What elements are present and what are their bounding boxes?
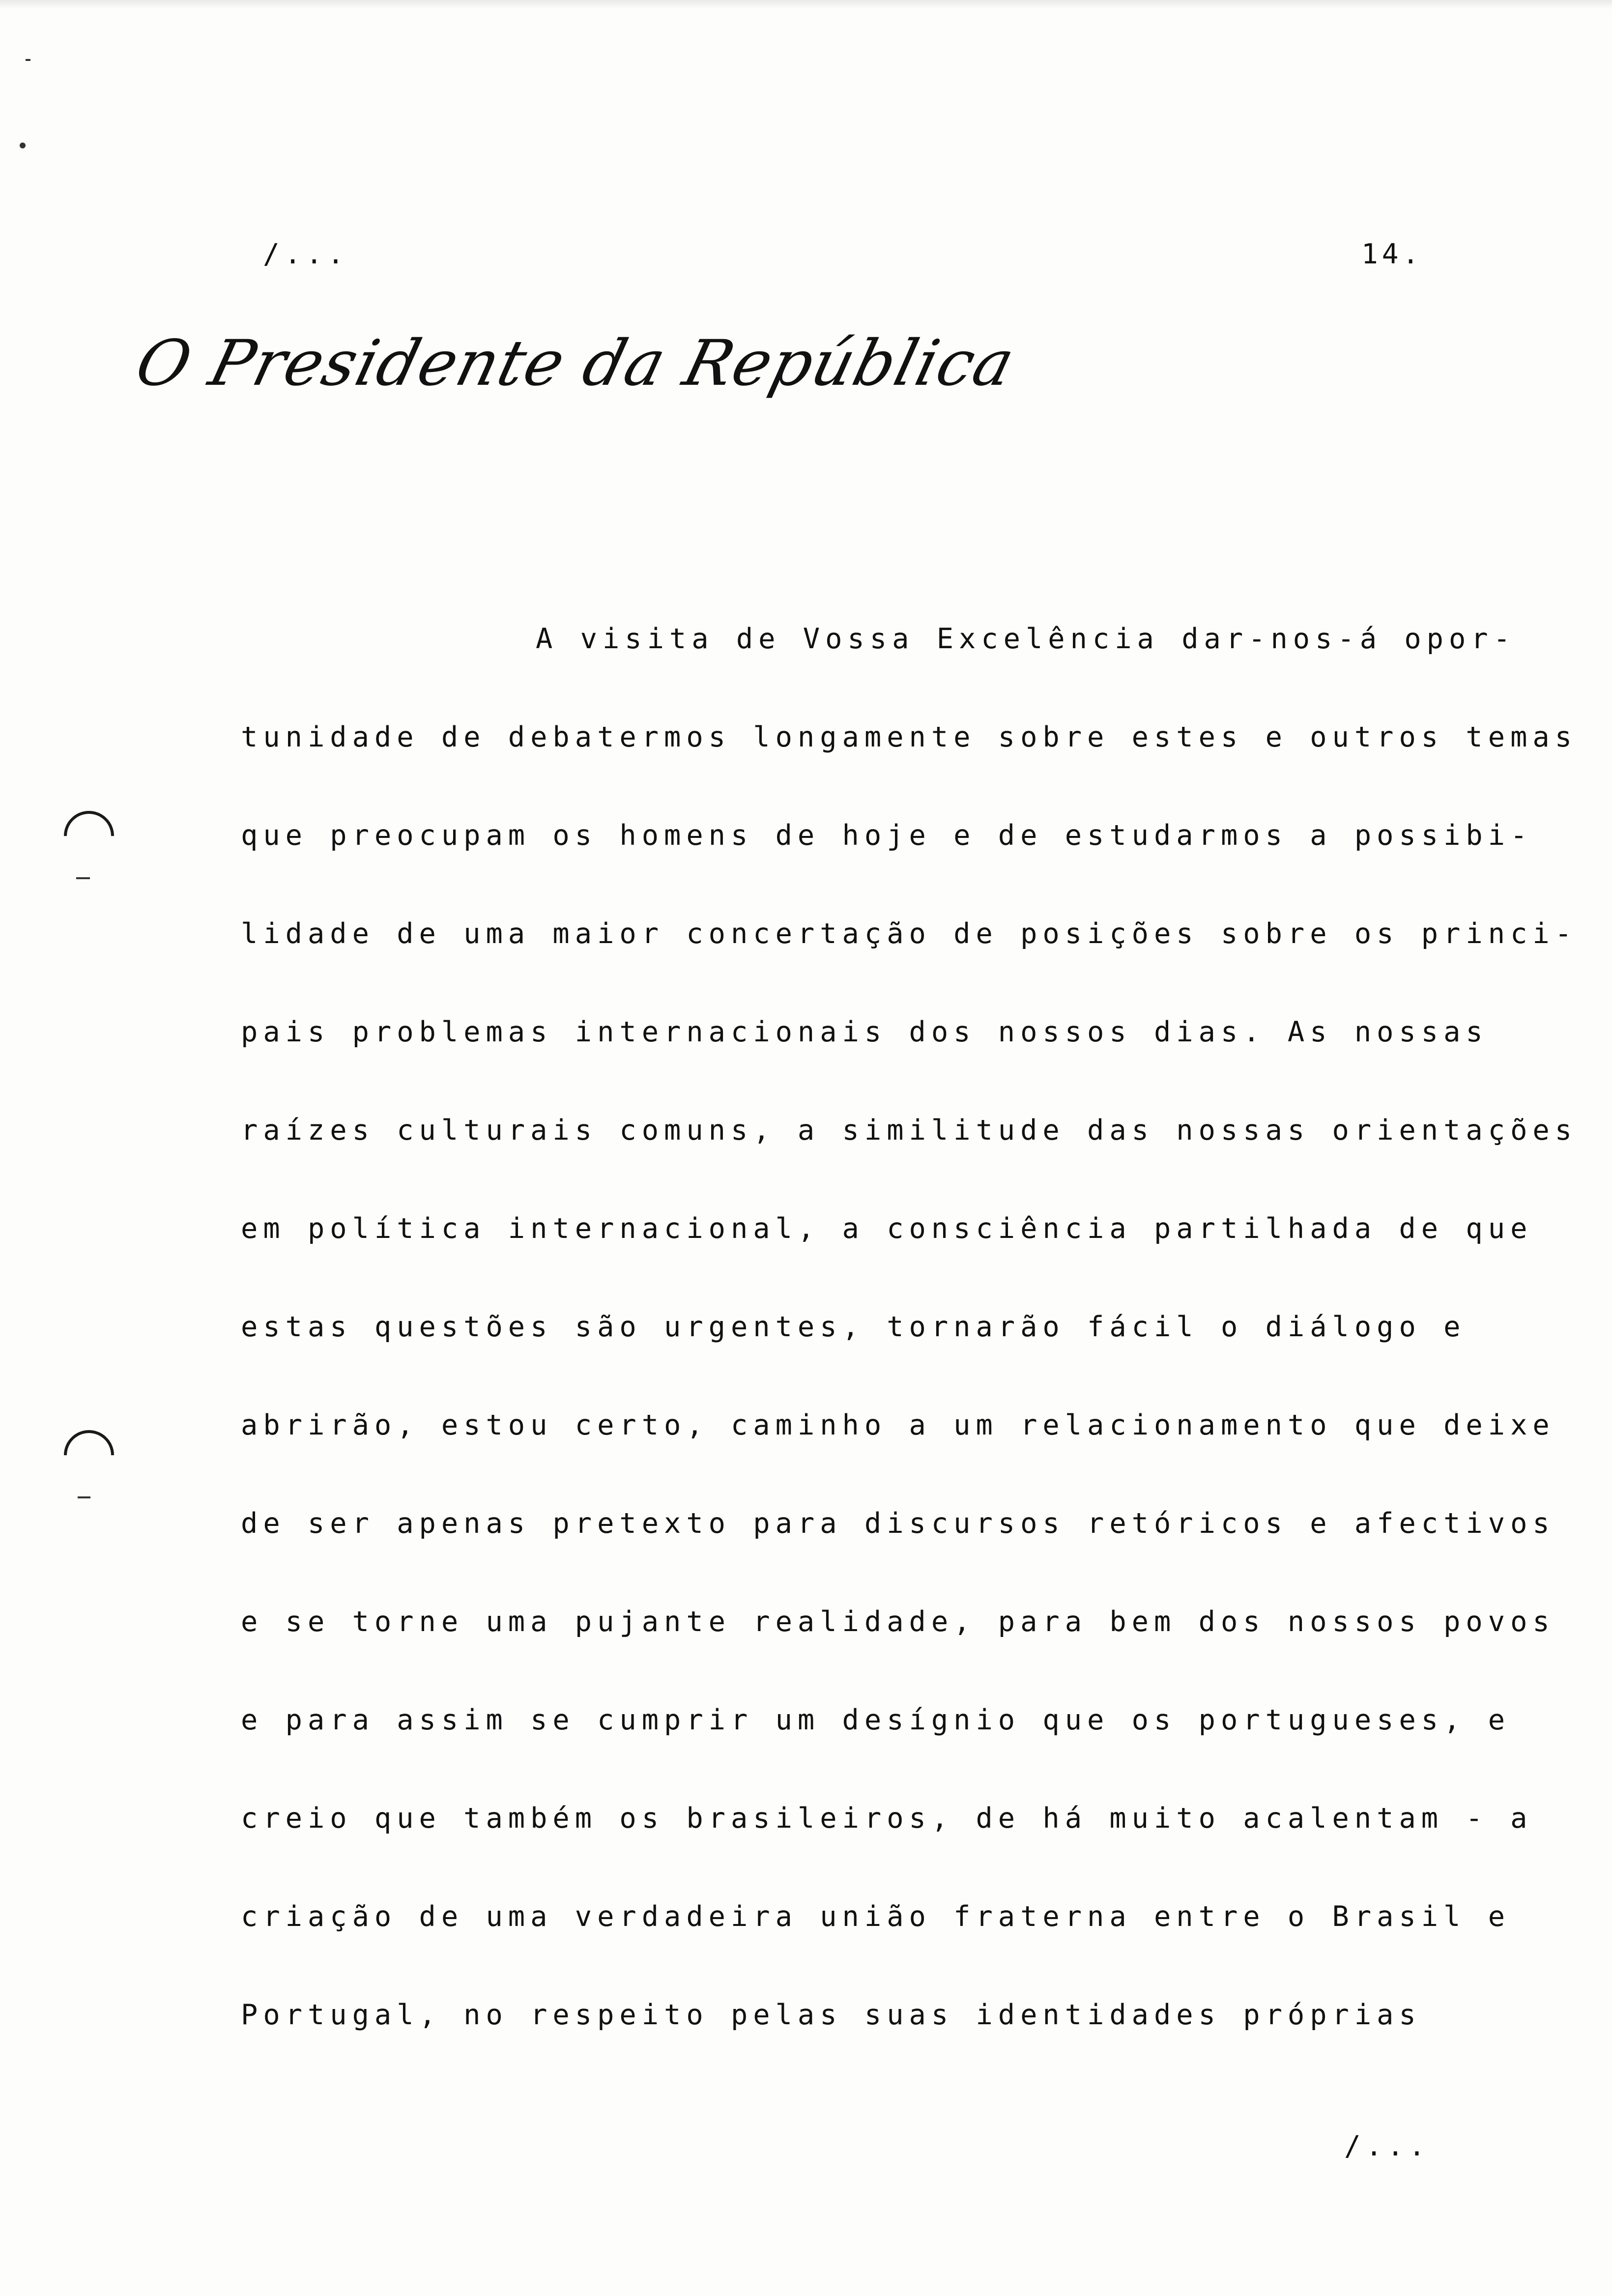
body-line: Portugal, no respeito pelas suas identidades próprias (241, 1999, 1421, 2031)
letter-body (241, 619, 1578, 2094)
body-line: A visita de Vossa Excelência dar-nos-á opor- (536, 623, 1516, 655)
body-line: creio que também os brasileiros, de há muito acalentam - a (241, 1802, 1533, 1835)
body-line: lidade de uma maior concertação de posições sobre os princi- (241, 918, 1578, 950)
letterhead-title: O Presidente da República (129, 327, 1022, 400)
punch-hole-top (54, 801, 124, 871)
punch-hole-bottom (54, 1420, 124, 1491)
scan-top-edge (0, 0, 1612, 9)
body-line: que preocupam os homens de hoje e de estudarmos a possibi- (241, 819, 1533, 852)
scan-speck (20, 143, 26, 148)
continuation-marker-bottom: /... (1344, 2130, 1430, 2162)
body-line: criação de uma verdadeira união fraterna entre o Brasil e (241, 1900, 1511, 1933)
body-line: de ser apenas pretexto para discursos retóricos e afectivos (241, 1507, 1555, 1540)
body-line: pais problemas internacionais dos nossos dias. As nossas (241, 1016, 1488, 1048)
body-line: estas questões são urgentes, tornarão fácil o diálogo e (241, 1311, 1466, 1343)
body-line: em política internacional, a consciência partilhada de que (241, 1212, 1533, 1245)
body-line: e para assim se cumprir um desígnio que os portugueses, e (241, 1704, 1511, 1736)
body-line: raízes culturais comuns, a similitude das nossas orientações (241, 1114, 1578, 1147)
scan-speck (78, 1496, 90, 1498)
page-number: 14. (1361, 238, 1423, 270)
scan-speck (26, 59, 30, 61)
continuation-marker-top: /... (263, 238, 349, 270)
body-line: tunidade de debatermos longamente sobre estes e outros temas (241, 721, 1578, 753)
body-line: abrirão, estou certo, caminho a um relacionamento que deixe (241, 1409, 1555, 1441)
body-line: e se torne uma pujante realidade, para bem dos nossos povos (241, 1606, 1555, 1638)
scan-speck (76, 877, 90, 879)
